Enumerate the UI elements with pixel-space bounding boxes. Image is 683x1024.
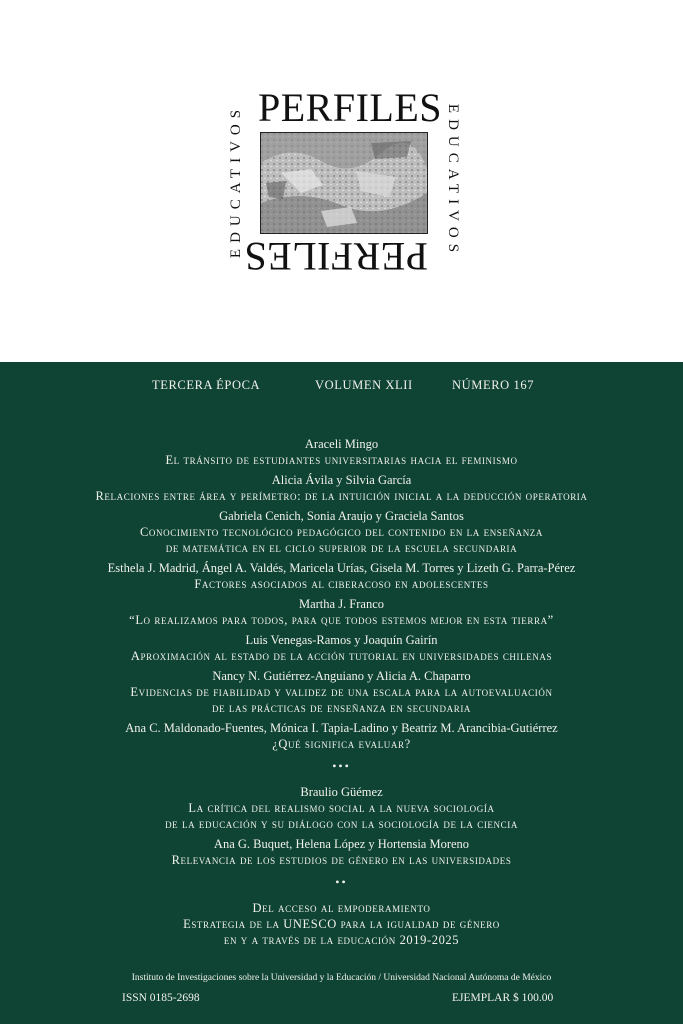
article-title: Relevancia de los estudios de género en las universidades [171, 853, 512, 867]
article-title: “Lo realizamos para todos, para que todos estemos mejor en esta tierra” [129, 613, 554, 627]
article-entry [0, 668, 683, 716]
article-title: La crítica del realismo social a la nueva sociología [188, 801, 495, 815]
issn-label: ISSN 0185-2698 [122, 992, 200, 1004]
article-author: Araceli Mingo [304, 437, 379, 451]
section-separator: ••• [332, 759, 351, 773]
article-entry [0, 472, 683, 504]
article-title: El tránsito de estudiantes universitarias hacia el feminismo [165, 453, 518, 467]
article-author: Alicia Ávila y Silvia García [271, 473, 412, 487]
journal-logo [228, 85, 461, 279]
horizons-entry [0, 784, 683, 832]
number-label: NÚMERO 167 [452, 378, 535, 392]
article-title: Aproximación al estado de la acción tutorial en universidades chilenas [130, 649, 553, 663]
article-author: Martha J. Franco [298, 597, 385, 611]
article-entry [0, 508, 683, 556]
article-title: de las prácticas de enseñanza en secundaria [211, 701, 472, 715]
article-entry [0, 596, 683, 628]
section-separator: •• [335, 875, 348, 889]
article-entry [0, 632, 683, 664]
article-author: Braulio Güémez [300, 785, 383, 799]
logo-title-bottom-inverted: PERFILES [243, 234, 428, 279]
volume-label: VOLUMEN XLII [315, 378, 413, 392]
logo-title-top: PERFILES [258, 85, 443, 130]
article-author: Ana G. Buquet, Helena López y Hortensia Moreno [213, 837, 470, 851]
article-title: Relaciones entre área y perímetro: de la intuición inicial a la deducción operatoria [95, 489, 588, 503]
document-title: Estrategia de la UNESCO para la igualdad de género [183, 917, 500, 931]
institution-line: Instituto de Investigaciones sobre la Universidad y la Educación / Universidad Nacional Autónoma de México [131, 973, 552, 983]
article-author: Ana C. Maldonado-Fuentes, Mónica I. Tapia-Ladino y Beatriz M. Arancibia-Gutiérrez [125, 721, 558, 735]
cover-top [0, 0, 683, 362]
article-author: Nancy N. Gutiérrez-Anguiano y Alicia A. Chaparro [212, 669, 471, 683]
article-entry [0, 436, 683, 468]
article-title: Factores asociados al ciberacoso en adolescentes [194, 577, 489, 591]
article-entry [0, 720, 683, 752]
article-title: de matemática en el ciclo superior de la escuela secundaria [165, 541, 518, 555]
article-title: Evidencias de fiabilidad y validez de una escala para la autoevaluación [130, 685, 553, 699]
document-title: Del acceso al empoderamiento [252, 901, 431, 915]
logo-side-left: EDUCATIVOS [228, 103, 244, 259]
document-entry [0, 900, 683, 948]
article-title: ¿Qué significa evaluar? [272, 737, 411, 751]
logo-side-right: EDUCATIVOS [445, 103, 461, 259]
price-label: EJEMPLAR $ 100.00 [452, 992, 554, 1004]
horizons-entry [0, 836, 683, 868]
document-title: en y a través de la educación 2019-2025 [223, 933, 460, 947]
logo-collage-image [260, 132, 428, 234]
article-author: Gabriela Cenich, Sonia Araujo y Graciela Santos [219, 509, 464, 523]
cover-contents-band [0, 362, 683, 1024]
article-title: Conocimiento tecnológico pedagógico del contenido en la enseñanza [139, 525, 543, 539]
article-title: de la educación y su diálogo con la sociología de la ciencia [165, 817, 518, 831]
article-author: Luis Venegas-Ramos y Joaquín Gairín [245, 633, 438, 647]
article-entry [0, 560, 683, 592]
article-author: Esthela J. Madrid, Ángel A. Valdés, Maricela Urías, Gisela M. Torres y Lizeth G. Parra-Pérez [107, 561, 576, 575]
epoch-label: TERCERA ÉPOCA [152, 378, 261, 392]
table-of-contents [0, 436, 683, 952]
